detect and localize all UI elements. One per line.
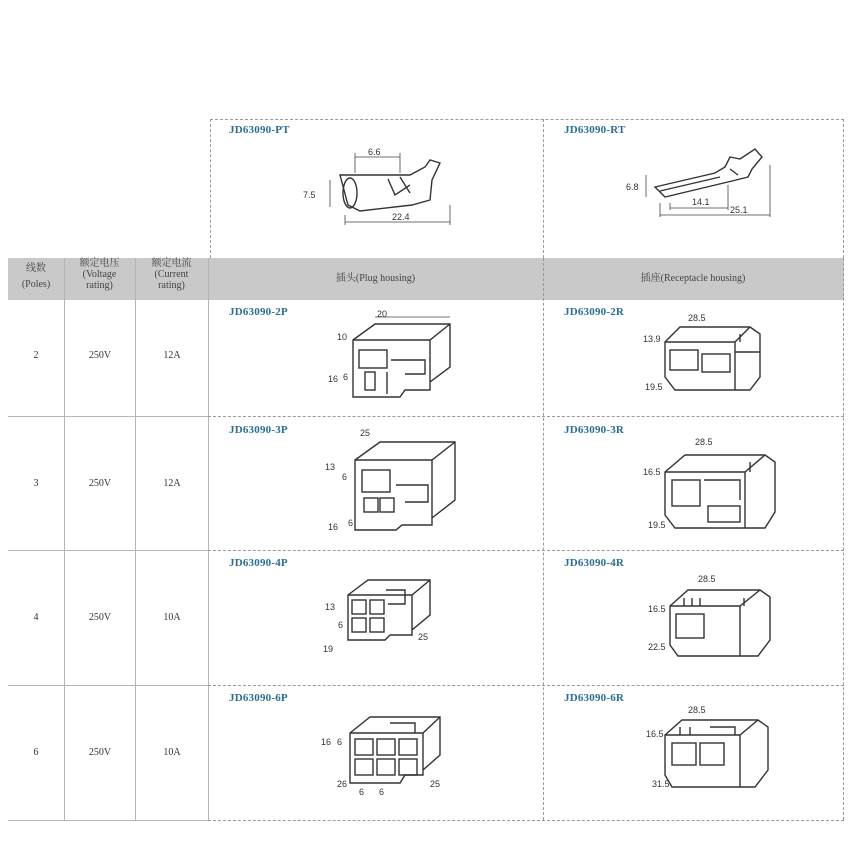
header-poles [8,263,64,290]
dim-width: 19 [323,644,334,654]
header-current-en: (Current [154,269,189,280]
row3-plug-code: JD63090-4P [229,557,288,569]
dim-width: 22.5 [648,642,666,652]
row1-receptacle-drawing [640,312,780,402]
dim-length: 25.1 [730,205,748,215]
row-divider-1 [8,416,208,417]
header-poles-cn: 线数 [26,263,46,274]
dim-width: 19.5 [648,520,666,530]
header-poles-en: (Poles) [21,279,51,290]
dim-height: 16 [321,737,332,747]
row1-receptacle-code: JD63090-2R [564,306,625,318]
header-voltage [64,258,135,291]
dim-width: 16 [328,522,339,532]
dim-height: 13.9 [643,334,661,344]
row1-voltage: 250V [88,350,112,361]
row-divider-3 [8,685,208,686]
header-voltage-rating: rating) [86,280,113,291]
top-border [210,119,844,120]
terminal-right-border [843,119,844,258]
dim-height: 16.5 [643,467,661,477]
dim-width: 31.5 [652,779,670,789]
row1-poles: 2 [33,350,39,361]
row-divider-4b [208,820,844,821]
row-divider-3b [208,685,844,686]
dim-length: 28.5 [698,574,716,584]
header-current-cn: 额定电流 [151,258,192,269]
row-divider-2b [208,550,844,551]
header-current-rating: rating) [158,280,185,291]
dim-length: 28.5 [695,437,713,447]
receptacle-terminal-drawing [620,145,780,225]
row4-current: 10A [163,747,181,758]
terminal-mid-divider [543,119,544,258]
row2-receptacle-drawing [640,430,790,540]
row2-plug-code: JD63090-3P [229,424,288,436]
dim-pitch-v: 6 [337,737,343,747]
dim-pitch-v: 6 [342,472,348,482]
row3-voltage: 250V [88,612,112,623]
plug-terminal-drawing [300,145,480,235]
row2-voltage: 250V [88,478,112,489]
receptacle-terminal-code: JD63090-RT [564,124,626,136]
dim-width: 26 [337,779,348,789]
plug-terminal-code: JD63090-PT [229,124,290,136]
dim-length: 28.5 [688,705,706,715]
row1-plug-code: JD63090-2P [229,306,288,318]
dim-height: 16.5 [646,729,664,739]
dim-length: 22.4 [392,212,410,222]
row3-receptacle-drawing [640,570,790,670]
dim-pitch-h2: 6 [379,787,385,797]
dim-height: 7.5 [303,190,316,200]
dim-width: 19.5 [645,382,663,392]
row-divider-1b [208,416,844,417]
row2-plug-drawing [320,430,470,535]
row4-receptacle-drawing [640,705,790,805]
row3-plug-drawing [320,570,460,665]
row2-receptacle-code: JD63090-3R [564,424,625,436]
dim-height: 6.8 [626,182,639,192]
dim-pitch: 6 [343,372,349,382]
dim-height: 10 [337,332,348,342]
terminal-left-border [210,119,211,258]
col-divider-4 [543,258,544,820]
row4-plug-code: JD63090-6P [229,692,288,704]
header-receptacle-housing: 插座(Receptacle housing) [640,273,746,284]
dim-width: 6.6 [368,147,381,157]
row2-poles: 3 [33,478,39,489]
col-divider-2 [135,258,136,820]
dim-length: 25 [418,632,429,642]
row-divider-2 [8,550,208,551]
dim-height: 16.5 [648,604,666,614]
row4-poles: 6 [33,747,39,758]
row1-current: 12A [163,350,181,361]
dim-height: 13 [325,462,336,472]
row3-poles: 4 [33,612,39,623]
dim-width: 16 [328,374,339,384]
dim-length: 28.5 [688,313,706,323]
dim-length: 20 [377,309,388,319]
row-divider-4 [8,820,208,821]
row4-plug-drawing [315,705,465,805]
row3-receptacle-code: JD63090-4R [564,557,625,569]
row4-voltage: 250V [88,747,112,758]
dim-pitch-h1: 6 [359,787,365,797]
header-plug-housing: 插头(Plug housing) [335,273,416,284]
dim-pitch: 6 [338,620,344,630]
col-divider-1 [64,258,65,820]
header-current [135,258,208,291]
row4-receptacle-code: JD63090-6R [564,692,625,704]
dim-pitch-h: 6 [348,518,354,528]
dim-length: 25 [360,428,371,438]
dim-contact-length: 14.1 [692,197,710,207]
dim-height: 13 [325,602,336,612]
row1-plug-drawing [325,309,465,407]
row3-current: 10A [163,612,181,623]
col-divider-3 [208,258,209,820]
header-voltage-en: (Voltage [82,269,117,280]
header-voltage-cn: 额定电压 [79,258,120,269]
row2-current: 12A [163,478,181,489]
dim-length: 25 [430,779,441,789]
col-divider-5 [843,258,844,820]
